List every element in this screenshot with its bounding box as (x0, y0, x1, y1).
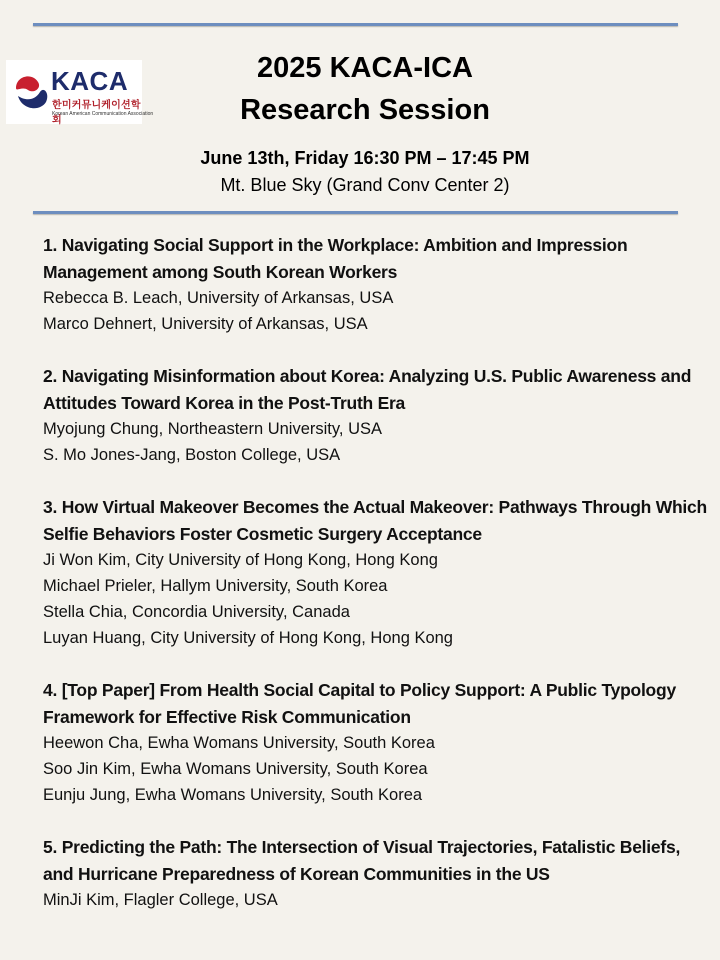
paper-item (43, 363, 713, 468)
paper-title: 2. Navigating Misinformation about Korea: Analyzing U.S. Public Awareness and Attitudes Toward Korea in the Post-Truth Era (43, 366, 692, 413)
page-title-line2: Research Session (240, 94, 490, 126)
top-divider (33, 23, 678, 26)
paper-author: Michael Prieler, Hallym University, South Korea (43, 577, 388, 595)
logo-korean-name: 한미커뮤니케이션학회 (52, 100, 141, 126)
paper-author: Stella Chia, Concordia University, Canada (43, 603, 350, 621)
paper-title: 5. Predicting the Path: The Intersection of Visual Trajectories, Fatalistic Beliefs, and Hurricane Preparedness of Korean Communities in the US (43, 837, 681, 884)
paper-item (43, 677, 713, 808)
paper-author: Soo Jin Kim, Ewha Womans University, South Korea (43, 760, 428, 778)
bottom-divider (33, 211, 678, 214)
paper-author: Ji Won Kim, City University of Hong Kong, Hong Kong (43, 551, 438, 569)
paper-item (43, 834, 713, 913)
paper-item (43, 494, 713, 651)
paper-author: Eunju Jung, Ewha Womans University, South Korea (43, 786, 423, 804)
logo-wordmark: KACA (51, 66, 129, 96)
session-venue: Mt. Blue Sky (Grand Conv Center 2) (220, 175, 510, 195)
paper-title: 3. How Virtual Makeover Becomes the Actual Makeover: Pathways Through Which Selfie Behaviors Foster Cosmetic Surgery Acceptance (43, 497, 707, 544)
paper-item (43, 232, 713, 337)
paper-author: Heewon Cha, Ewha Womans University, South Korea (43, 734, 435, 752)
paper-author: MinJi Kim, Flagler College, USA (43, 891, 278, 909)
paper-author: S. Mo Jones-Jang, Boston College, USA (43, 446, 341, 464)
paper-author: Myojung Chung, Northeastern University, USA (43, 420, 383, 438)
paper-list (43, 232, 713, 939)
paper-author: Luyan Huang, City University of Hong Kong, Hong Kong (43, 629, 453, 647)
paper-author: Marco Dehnert, University of Arkansas, USA (43, 315, 368, 333)
taegeuk-emblem-icon (12, 70, 52, 116)
paper-title: 4. [Top Paper] From Health Social Capital to Policy Support: A Public Typology Framework for Effective Risk Communication (43, 680, 676, 727)
kaca-logo (6, 60, 154, 126)
page-title-line1: 2025 KACA-ICA (257, 52, 473, 84)
paper-author: Rebecca B. Leach, University of Arkansas, USA (43, 289, 394, 307)
session-date: June 13th, Friday 16:30 PM – 17:45 PM (200, 148, 530, 168)
logo-english-name: Korean American Communication Association (52, 111, 154, 117)
paper-title: 1. Navigating Social Support in the Workplace: Ambition and Impression Management among South Korean Workers (43, 235, 628, 282)
